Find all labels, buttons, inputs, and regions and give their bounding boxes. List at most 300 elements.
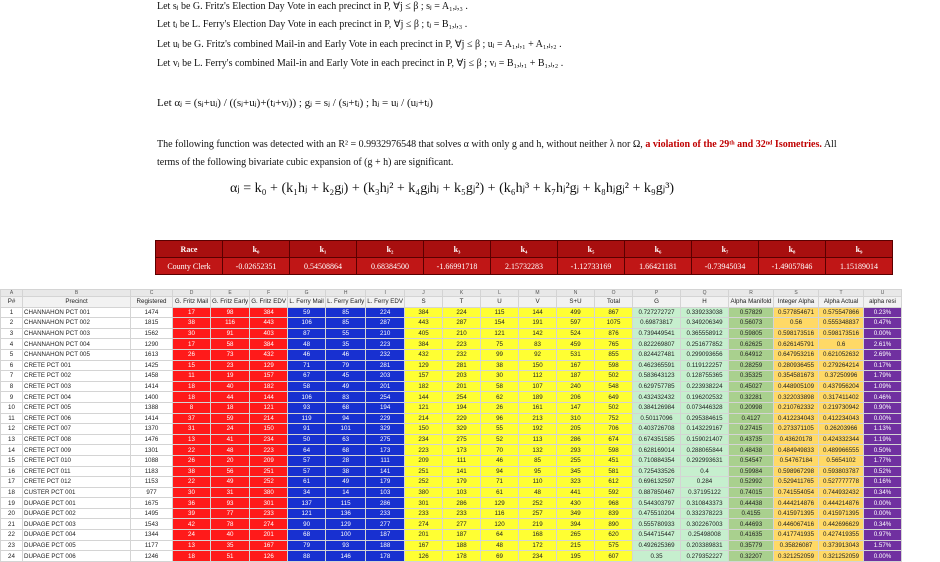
table-cell[interactable]: 210: [443, 328, 481, 339]
table-cell[interactable]: 0.43620178: [774, 434, 819, 445]
table-cell[interactable]: 432: [405, 349, 443, 360]
table-cell[interactable]: 58: [481, 381, 519, 392]
table-cell[interactable]: 1344: [131, 530, 173, 541]
table-cell[interactable]: 30: [173, 328, 211, 339]
table-cell[interactable]: 201: [366, 381, 405, 392]
table-cell[interactable]: 0.26203966: [819, 424, 864, 435]
table-cell[interactable]: 1388: [131, 402, 173, 413]
table-cell[interactable]: 39: [173, 508, 211, 519]
table-cell[interactable]: 0.00%: [864, 413, 902, 424]
table-cell[interactable]: 35: [326, 339, 366, 350]
table-cell[interactable]: 531: [557, 349, 595, 360]
table-cell[interactable]: 0.299093656: [681, 349, 729, 360]
table-cell[interactable]: 1.13%: [864, 424, 902, 435]
table-cell[interactable]: 380: [405, 487, 443, 498]
table-cell[interactable]: 1.77%: [864, 455, 902, 466]
table-cell[interactable]: 240: [557, 381, 595, 392]
table-cell[interactable]: 46: [481, 455, 519, 466]
table-cell[interactable]: 142: [519, 328, 557, 339]
table-cell[interactable]: 40: [211, 530, 250, 541]
table-cell[interactable]: 68: [326, 402, 366, 413]
table-cell[interactable]: 22: [173, 477, 211, 488]
table-cell[interactable]: 502: [595, 371, 633, 382]
table-cell[interactable]: 310: [557, 413, 595, 424]
table-cell[interactable]: 0.647953216: [774, 349, 819, 360]
table-cell[interactable]: CHANNAHON PCT 002: [23, 318, 131, 329]
table-cell[interactable]: 1370: [131, 424, 173, 435]
table-cell[interactable]: 35: [211, 540, 250, 551]
table-cell[interactable]: 41: [211, 434, 250, 445]
table-cell[interactable]: 31: [211, 487, 250, 498]
table-cell[interactable]: 0.412234043: [774, 413, 819, 424]
table-cell[interactable]: 61: [288, 477, 326, 488]
table-cell[interactable]: 0.35325: [729, 371, 774, 382]
table-cell[interactable]: 24: [1, 551, 23, 562]
column-letter[interactable]: C: [131, 290, 173, 297]
table-cell[interactable]: 0.28259: [729, 360, 774, 371]
table-cell[interactable]: 0.555780933: [633, 519, 681, 530]
table-cell[interactable]: 16: [1, 466, 23, 477]
table-cell[interactable]: 0.317411402: [819, 392, 864, 403]
table-cell[interactable]: 1458: [131, 371, 173, 382]
table-cell[interactable]: CRETE PCT 010: [23, 455, 131, 466]
table-cell[interactable]: 0.288065844: [681, 445, 729, 456]
table-cell[interactable]: 405: [405, 328, 443, 339]
table-cell[interactable]: 0.54767184: [774, 455, 819, 466]
table-cell[interactable]: 234: [250, 434, 288, 445]
table-cell[interactable]: 85: [326, 318, 366, 329]
table-cell[interactable]: 23: [211, 360, 250, 371]
table-cell[interactable]: 73: [211, 349, 250, 360]
table-cell[interactable]: 1.79%: [864, 371, 902, 382]
table-cell[interactable]: 0.415971395: [774, 508, 819, 519]
table-cell[interactable]: 255: [557, 455, 595, 466]
table-cell[interactable]: 2.69%: [864, 349, 902, 360]
table-cell[interactable]: 0.47%: [864, 318, 902, 329]
table-cell[interactable]: 95: [519, 466, 557, 477]
table-cell[interactable]: 69: [481, 551, 519, 562]
table-cell[interactable]: 1: [1, 307, 23, 318]
table-cell[interactable]: 855: [595, 349, 633, 360]
table-cell[interactable]: 126: [250, 551, 288, 562]
table-cell[interactable]: 49: [326, 477, 366, 488]
table-cell[interactable]: 0.626145791: [774, 339, 819, 350]
table-cell[interactable]: 451: [595, 455, 633, 466]
table-cell[interactable]: 64: [481, 530, 519, 541]
table-cell[interactable]: 0.35826087: [774, 540, 819, 551]
table-cell[interactable]: DUPAGE PCT 005: [23, 540, 131, 551]
table-cell[interactable]: 1495: [131, 508, 173, 519]
table-cell[interactable]: 57: [288, 455, 326, 466]
column-letter[interactable]: T: [819, 290, 864, 297]
table-cell[interactable]: 254: [443, 392, 481, 403]
table-cell[interactable]: 150: [519, 360, 557, 371]
table-cell[interactable]: 94: [481, 466, 519, 477]
table-cell[interactable]: 1.09%: [864, 381, 902, 392]
table-cell[interactable]: 876: [595, 328, 633, 339]
table-cell[interactable]: 71: [481, 477, 519, 488]
table-cell[interactable]: 548: [595, 381, 633, 392]
table-cell[interactable]: 18: [211, 402, 250, 413]
table-cell[interactable]: 252: [250, 477, 288, 488]
table-cell[interactable]: 0.696132597: [633, 477, 681, 488]
table-cell[interactable]: 42: [173, 519, 211, 530]
table-cell[interactable]: 1675: [131, 498, 173, 509]
table-cell[interactable]: 274: [250, 519, 288, 530]
column-letter[interactable]: M: [519, 290, 557, 297]
table-cell[interactable]: 0.62625: [729, 339, 774, 350]
table-cell[interactable]: 430: [557, 498, 595, 509]
table-cell[interactable]: 13: [1, 434, 23, 445]
table-cell[interactable]: 0.365558912: [681, 328, 729, 339]
table-cell[interactable]: 132: [519, 445, 557, 456]
table-cell[interactable]: 58: [211, 339, 250, 350]
column-letter[interactable]: Q: [681, 290, 729, 297]
table-cell[interactable]: 1153: [131, 477, 173, 488]
table-cell[interactable]: 0.424332344: [819, 434, 864, 445]
table-cell[interactable]: 10: [1, 402, 23, 413]
table-cell[interactable]: 0.69873817: [633, 318, 681, 329]
table-cell[interactable]: 126: [405, 551, 443, 562]
column-header[interactable]: L. Ferry EDV: [367, 298, 404, 306]
table-cell[interactable]: 1414: [131, 413, 173, 424]
table-cell[interactable]: 93: [211, 498, 250, 509]
table-cell[interactable]: 9: [1, 392, 23, 403]
table-cell[interactable]: 0.415971395: [819, 508, 864, 519]
table-cell[interactable]: 277: [443, 519, 481, 530]
table-cell[interactable]: 0.593803787: [819, 466, 864, 477]
table-cell[interactable]: 0.16%: [864, 477, 902, 488]
column-letter[interactable]: H: [326, 290, 366, 297]
table-cell[interactable]: 26: [481, 402, 519, 413]
table-cell[interactable]: 0.628169014: [633, 445, 681, 456]
table-cell[interactable]: 0.56: [774, 318, 819, 329]
table-cell[interactable]: 0.403726708: [633, 424, 681, 435]
column-header[interactable]: alpha resi: [864, 297, 902, 308]
table-cell[interactable]: CHANNAHON PCT 004: [23, 339, 131, 350]
table-cell[interactable]: 37: [173, 413, 211, 424]
table-cell[interactable]: 167: [405, 540, 443, 551]
column-header[interactable]: S: [405, 297, 443, 308]
table-cell[interactable]: 0.143229167: [681, 424, 729, 435]
table-cell[interactable]: 0.373913043: [819, 540, 864, 551]
table-cell[interactable]: 179: [443, 477, 481, 488]
table-cell[interactable]: 0.475510204: [633, 508, 681, 519]
table-cell[interactable]: 384: [250, 339, 288, 350]
table-cell[interactable]: 0.23%: [864, 307, 902, 318]
table-cell[interactable]: 620: [595, 530, 633, 541]
table-cell[interactable]: 150: [250, 424, 288, 435]
table-cell[interactable]: 0.48438: [729, 445, 774, 456]
table-cell[interactable]: 146: [326, 551, 366, 562]
table-cell[interactable]: 136: [326, 508, 366, 519]
table-cell[interactable]: 56: [211, 466, 250, 477]
table-cell[interactable]: 106: [288, 318, 326, 329]
table-cell[interactable]: 277: [366, 519, 405, 530]
table-cell[interactable]: 597: [557, 318, 595, 329]
column-header[interactable]: G: [633, 297, 681, 308]
column-header[interactable]: U: [481, 297, 519, 308]
table-cell[interactable]: 129: [250, 360, 288, 371]
table-cell[interactable]: 224: [443, 307, 481, 318]
table-cell[interactable]: 17: [173, 339, 211, 350]
table-cell[interactable]: 0.56073: [729, 318, 774, 329]
table-cell[interactable]: 0.598173516: [819, 328, 864, 339]
table-cell[interactable]: 99: [481, 349, 519, 360]
table-cell[interactable]: 1290: [131, 339, 173, 350]
table-cell[interactable]: 194: [366, 402, 405, 413]
table-cell[interactable]: 111: [366, 455, 405, 466]
table-cell[interactable]: 223: [405, 445, 443, 456]
table-cell[interactable]: 0.741554054: [774, 487, 819, 498]
table-cell[interactable]: 93: [326, 540, 366, 551]
table-cell[interactable]: 0.45027: [729, 381, 774, 392]
table-cell[interactable]: 48: [481, 540, 519, 551]
table-cell[interactable]: 115: [481, 307, 519, 318]
table-cell[interactable]: 0.462365591: [633, 360, 681, 371]
table-cell[interactable]: 144: [519, 307, 557, 318]
table-cell[interactable]: 206: [557, 392, 595, 403]
table-cell[interactable]: 0.119122257: [681, 360, 729, 371]
table-cell[interactable]: 0.37250996: [819, 371, 864, 382]
table-cell[interactable]: 0.598173516: [774, 328, 819, 339]
table-cell[interactable]: CHANNAHON PCT 001: [23, 307, 131, 318]
table-cell[interactable]: 18: [173, 381, 211, 392]
column-header[interactable]: G. Fritz EDV: [251, 298, 286, 306]
table-cell[interactable]: 83: [519, 339, 557, 350]
table-cell[interactable]: 0.354581673: [774, 371, 819, 382]
table-cell[interactable]: 0.710884354: [633, 455, 681, 466]
table-cell[interactable]: 189: [519, 392, 557, 403]
table-cell[interactable]: CRETE PCT 002: [23, 371, 131, 382]
table-cell[interactable]: 0.437956204: [819, 381, 864, 392]
table-cell[interactable]: 116: [481, 508, 519, 519]
table-cell[interactable]: 0.824427481: [633, 349, 681, 360]
table-cell[interactable]: 0.629757785: [633, 381, 681, 392]
table-cell[interactable]: 0.555348837: [819, 318, 864, 329]
table-cell[interactable]: 52: [481, 434, 519, 445]
table-cell[interactable]: 223: [250, 445, 288, 456]
table-cell[interactable]: 0.34%: [864, 519, 902, 530]
table-cell[interactable]: 22: [173, 445, 211, 456]
table-cell[interactable]: 154: [481, 318, 519, 329]
table-cell[interactable]: 36: [173, 498, 211, 509]
table-cell[interactable]: CUSTER PCT 001: [23, 487, 131, 498]
table-cell[interactable]: 59: [211, 413, 250, 424]
table-cell[interactable]: 8: [173, 402, 211, 413]
table-cell[interactable]: 88: [288, 551, 326, 562]
column-letter[interactable]: B: [23, 290, 131, 297]
column-letter[interactable]: N: [557, 290, 595, 297]
table-cell[interactable]: 21: [1, 519, 23, 530]
column-header[interactable]: Alpha Manifold: [729, 297, 774, 308]
table-cell[interactable]: 18: [173, 551, 211, 562]
table-cell[interactable]: 93: [288, 402, 326, 413]
table-cell[interactable]: 30: [173, 487, 211, 498]
table-cell[interactable]: 0.273371105: [774, 424, 819, 435]
table-cell[interactable]: 113: [519, 434, 557, 445]
table-cell[interactable]: 223: [443, 339, 481, 350]
table-cell[interactable]: CRETE PCT 008: [23, 434, 131, 445]
table-cell[interactable]: 141: [443, 466, 481, 477]
table-cell[interactable]: 18: [1, 487, 23, 498]
table-cell[interactable]: 867: [595, 307, 633, 318]
table-cell[interactable]: 839: [595, 508, 633, 519]
table-cell[interactable]: 168: [519, 530, 557, 541]
table-cell[interactable]: 173: [366, 445, 405, 456]
table-cell[interactable]: CRETE PCT 004: [23, 392, 131, 403]
table-cell[interactable]: DUPAGE PCT 001: [23, 498, 131, 509]
table-cell[interactable]: 6: [1, 360, 23, 371]
table-cell[interactable]: 40: [211, 381, 250, 392]
column-letter[interactable]: K: [443, 290, 481, 297]
table-cell[interactable]: 38: [173, 466, 211, 477]
table-cell[interactable]: CRETE PCT 001: [23, 360, 131, 371]
table-cell[interactable]: 49: [326, 381, 366, 392]
table-cell[interactable]: 178: [366, 551, 405, 562]
table-cell[interactable]: 0.32281: [729, 392, 774, 403]
table-cell[interactable]: 0.00%: [864, 328, 902, 339]
table-cell[interactable]: 17: [173, 307, 211, 318]
table-cell[interactable]: 46: [288, 349, 326, 360]
table-cell[interactable]: 31: [173, 424, 211, 435]
table-cell[interactable]: 0.310843373: [681, 498, 729, 509]
table-cell[interactable]: 23: [1, 540, 23, 551]
table-cell[interactable]: 120: [481, 519, 519, 530]
table-cell[interactable]: 345: [557, 466, 595, 477]
column-header[interactable]: Registered: [131, 297, 173, 308]
table-cell[interactable]: 188: [366, 540, 405, 551]
table-cell[interactable]: 607: [595, 551, 633, 562]
table-cell[interactable]: 48: [211, 445, 250, 456]
table-cell[interactable]: 91: [288, 424, 326, 435]
table-cell[interactable]: 203: [443, 371, 481, 382]
table-cell[interactable]: 293: [557, 445, 595, 456]
table-cell[interactable]: 0.4127: [729, 413, 774, 424]
table-cell[interactable]: 46: [326, 349, 366, 360]
table-cell[interactable]: 384: [405, 307, 443, 318]
table-cell[interactable]: 67: [288, 371, 326, 382]
table-cell[interactable]: 219: [519, 519, 557, 530]
table-cell[interactable]: 0.489966555: [819, 445, 864, 456]
table-cell[interactable]: 234: [405, 434, 443, 445]
table-cell[interactable]: 20: [211, 455, 250, 466]
table-cell[interactable]: 0.339233038: [681, 307, 729, 318]
table-cell[interactable]: 48: [288, 339, 326, 350]
table-cell[interactable]: 96: [481, 413, 519, 424]
table-cell[interactable]: 11: [173, 371, 211, 382]
table-cell[interactable]: 0.59984: [729, 466, 774, 477]
column-header[interactable]: Integer Alpha: [774, 297, 819, 308]
table-cell[interactable]: 112: [519, 371, 557, 382]
table-cell[interactable]: 0.00%: [864, 508, 902, 519]
table-cell[interactable]: 64: [288, 445, 326, 456]
table-cell[interactable]: 205: [557, 424, 595, 435]
table-cell[interactable]: 0.432432432: [633, 392, 681, 403]
table-cell[interactable]: 50: [288, 434, 326, 445]
table-cell[interactable]: 0.17%: [864, 360, 902, 371]
table-cell[interactable]: 0.527777778: [819, 477, 864, 488]
table-cell[interactable]: 275: [366, 434, 405, 445]
column-letter[interactable]: P: [633, 290, 681, 297]
table-cell[interactable]: 0.484949833: [774, 445, 819, 456]
table-cell[interactable]: 63: [326, 434, 366, 445]
table-cell[interactable]: 0.725433526: [633, 466, 681, 477]
table-cell[interactable]: 232: [366, 349, 405, 360]
table-cell[interactable]: 229: [443, 413, 481, 424]
table-cell[interactable]: 68: [288, 530, 326, 541]
table-cell[interactable]: 0.64912: [729, 349, 774, 360]
table-cell[interactable]: 1425: [131, 360, 173, 371]
table-cell[interactable]: 85: [519, 455, 557, 466]
table-cell[interactable]: 1400: [131, 392, 173, 403]
table-cell[interactable]: 17: [1, 477, 23, 488]
table-cell[interactable]: DUPAGE PCT 006: [23, 551, 131, 562]
table-cell[interactable]: 0.210762332: [774, 402, 819, 413]
table-cell[interactable]: 119: [288, 413, 326, 424]
column-letter[interactable]: F: [250, 290, 288, 297]
table-cell[interactable]: 403: [250, 328, 288, 339]
table-cell[interactable]: 182: [405, 381, 443, 392]
table-cell[interactable]: DUPAGE PCT 004: [23, 530, 131, 541]
column-letter[interactable]: R: [729, 290, 774, 297]
table-cell[interactable]: 0.20998: [729, 402, 774, 413]
table-cell[interactable]: 214: [250, 413, 288, 424]
table-cell[interactable]: 215: [557, 540, 595, 551]
table-cell[interactable]: 251: [250, 466, 288, 477]
column-letter[interactable]: O: [595, 290, 633, 297]
table-cell[interactable]: 287: [366, 318, 405, 329]
table-cell[interactable]: CRETE PCT 007: [23, 424, 131, 435]
table-cell[interactable]: 38: [173, 318, 211, 329]
table-cell[interactable]: DUPAGE PCT 003: [23, 519, 131, 530]
table-cell[interactable]: 4: [1, 339, 23, 350]
table-cell[interactable]: 0.284: [681, 477, 729, 488]
table-cell[interactable]: 0.50117096: [633, 413, 681, 424]
table-cell[interactable]: 173: [443, 445, 481, 456]
table-cell[interactable]: 575: [595, 540, 633, 551]
table-cell[interactable]: 116: [211, 318, 250, 329]
table-cell[interactable]: 129: [405, 360, 443, 371]
column-header[interactable]: L. Ferry Early: [327, 298, 365, 306]
table-cell[interactable]: 103: [366, 487, 405, 498]
table-cell[interactable]: 15: [173, 360, 211, 371]
table-cell[interactable]: 229: [366, 413, 405, 424]
table-cell[interactable]: 301: [250, 498, 288, 509]
table-cell[interactable]: 5: [1, 349, 23, 360]
table-cell[interactable]: 55: [481, 424, 519, 435]
table-cell[interactable]: 1177: [131, 540, 173, 551]
column-header[interactable]: T: [443, 297, 481, 308]
table-cell[interactable]: 110: [519, 477, 557, 488]
table-cell[interactable]: 0.59805: [729, 328, 774, 339]
table-cell[interactable]: 191: [519, 318, 557, 329]
table-cell[interactable]: 0.529411765: [774, 477, 819, 488]
table-cell[interactable]: 233: [405, 508, 443, 519]
table-cell[interactable]: 187: [443, 530, 481, 541]
table-cell[interactable]: 499: [557, 307, 595, 318]
column-letter[interactable]: G: [288, 290, 326, 297]
table-cell[interactable]: 286: [557, 434, 595, 445]
table-cell[interactable]: 0.00%: [864, 498, 902, 509]
table-cell[interactable]: 0.583643123: [633, 371, 681, 382]
table-cell[interactable]: 107: [519, 381, 557, 392]
table-cell[interactable]: 210: [366, 328, 405, 339]
table-cell[interactable]: 0.321252059: [774, 551, 819, 562]
table-cell[interactable]: 592: [595, 487, 633, 498]
column-header[interactable]: Precinct: [23, 297, 131, 308]
table-cell[interactable]: CRETE PCT 003: [23, 381, 131, 392]
